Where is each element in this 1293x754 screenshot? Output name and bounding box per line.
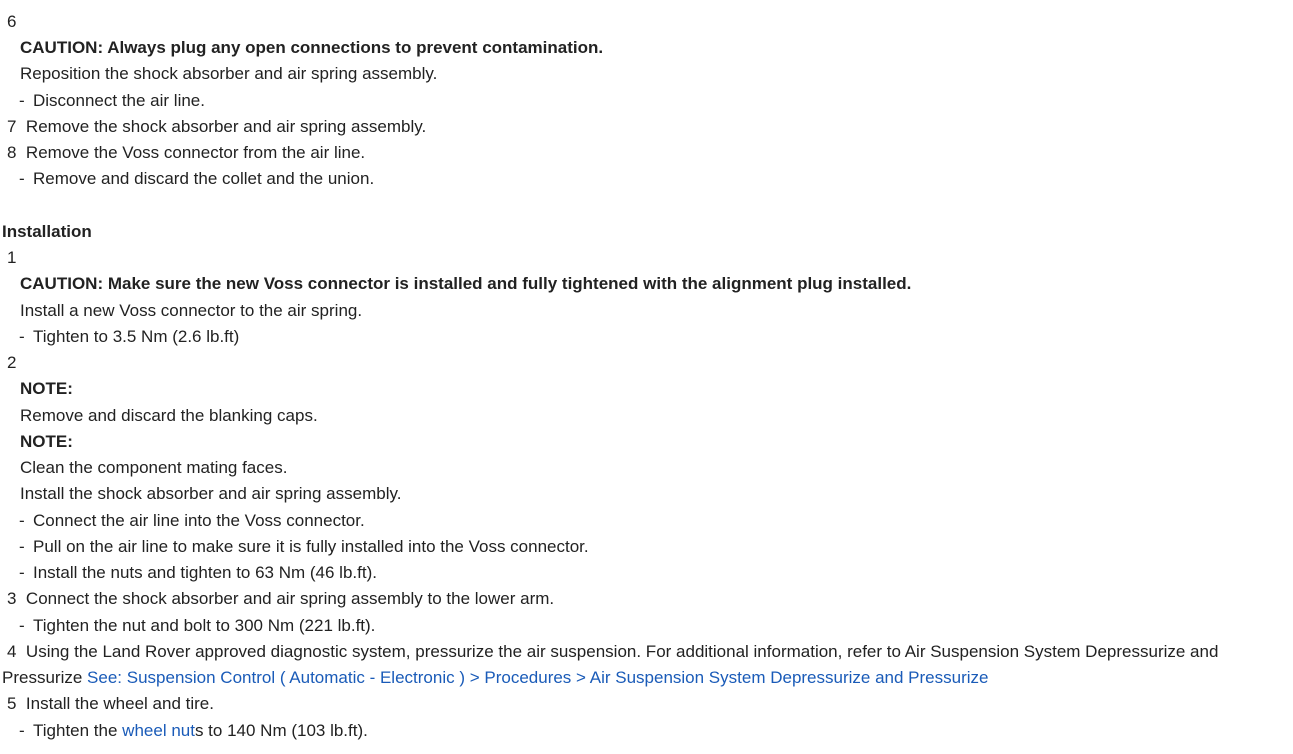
install-step-3-substep-1 bbox=[19, 616, 375, 636]
substep-text: Remove and discard the collet and the union. bbox=[33, 169, 375, 188]
step-6-substep-1 bbox=[19, 91, 205, 111]
substep-text: Install the nuts and tighten to 63 Nm (46 lb.ft). bbox=[33, 563, 377, 582]
substep-text: Connect the air line into the Voss connector. bbox=[33, 511, 365, 530]
substep-text: Disconnect the air line. bbox=[33, 91, 205, 110]
note-label-1: NOTE: bbox=[20, 379, 73, 398]
step-8 bbox=[7, 143, 365, 163]
see-air-suspension-procedure-link[interactable]: See: Suspension Control ( Automatic - Electronic ) > Procedures > Air Suspension System Depressurize and Pressurize bbox=[87, 668, 989, 687]
step-text: Remove the Voss connector from the air line. bbox=[25, 143, 366, 162]
bullet-dash: - bbox=[19, 563, 25, 582]
substep-text-post: s to 140 Nm (103 lb.ft). bbox=[194, 721, 368, 740]
step-7 bbox=[7, 117, 426, 137]
substep-text: Tighten the nut and bolt to 300 Nm (221 lb.ft). bbox=[33, 616, 376, 635]
install-step-4 bbox=[7, 642, 1218, 662]
step-number: 5 bbox=[7, 694, 17, 713]
install-step-5 bbox=[7, 694, 214, 714]
step-text: Remove the shock absorber and air spring assembly. bbox=[25, 117, 427, 136]
step-number-6: 6 bbox=[7, 12, 17, 31]
step-text-continued: Pressurize bbox=[2, 668, 83, 687]
bullet-dash: - bbox=[19, 91, 25, 110]
note-label-2: NOTE: bbox=[20, 432, 73, 451]
install-step-2-substep-2 bbox=[19, 537, 589, 557]
step-text: Using the Land Rover approved diagnostic system, pressurize the air suspension. For additional information, refer to Air Suspension System Depressurize and bbox=[25, 642, 1219, 661]
install-step-number-2: 2 bbox=[7, 353, 17, 372]
substep-text: Tighten to 3.5 Nm (2.6 lb.ft) bbox=[33, 327, 240, 346]
install-step-2-substep-3 bbox=[19, 563, 377, 583]
bullet-dash: - bbox=[19, 169, 25, 188]
step-text: Connect the shock absorber and air spring assembly to the lower arm. bbox=[25, 589, 555, 608]
step-number: 3 bbox=[7, 589, 17, 608]
bullet-dash: - bbox=[19, 511, 25, 530]
note-text-2: Clean the component mating faces. bbox=[20, 458, 288, 477]
wheel-nut-link[interactable]: wheel nut bbox=[122, 721, 195, 740]
bullet-dash: - bbox=[19, 537, 25, 556]
step-number: 4 bbox=[7, 642, 17, 661]
installation-heading: Installation bbox=[2, 222, 92, 241]
install-step-5-substep-1 bbox=[19, 721, 368, 741]
install-step-1-substep-1 bbox=[19, 327, 239, 347]
install-step-4-line-2 bbox=[2, 668, 988, 688]
install-step-3 bbox=[7, 589, 554, 609]
step-8-substep-1 bbox=[19, 169, 374, 189]
step-number: 8 bbox=[7, 143, 17, 162]
install-step-2-text: Install the shock absorber and air spring assembly. bbox=[20, 484, 402, 503]
caution-plug-connections: CAUTION: Always plug any open connections to prevent contamination. bbox=[20, 38, 604, 57]
caution-voss-connector: CAUTION: Make sure the new Voss connector is installed and fully tightened with the alignment plug installed. bbox=[20, 274, 912, 293]
bullet-dash: - bbox=[19, 616, 25, 635]
bullet-dash: - bbox=[19, 327, 25, 346]
step-6-text: Reposition the shock absorber and air spring assembly. bbox=[20, 64, 438, 83]
substep-text: Pull on the air line to make sure it is fully installed into the Voss connector. bbox=[33, 537, 589, 556]
install-step-number-1: 1 bbox=[7, 248, 17, 267]
step-number: 7 bbox=[7, 117, 17, 136]
note-text-1: Remove and discard the blanking caps. bbox=[20, 406, 318, 425]
install-step-2-substep-1 bbox=[19, 511, 365, 531]
step-text: Install the wheel and tire. bbox=[25, 694, 214, 713]
install-step-1-text: Install a new Voss connector to the air spring. bbox=[20, 301, 363, 320]
bullet-dash: - bbox=[19, 721, 25, 740]
substep-text-pre: Tighten the bbox=[33, 721, 118, 740]
